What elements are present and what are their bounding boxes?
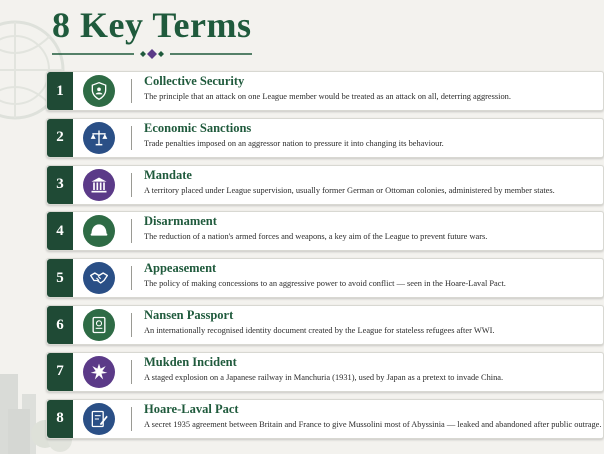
term-number: 1	[47, 72, 73, 110]
row-divider	[131, 266, 132, 290]
term-title: Collective Security	[144, 74, 245, 88]
term-number: 5	[47, 259, 73, 297]
term-row	[46, 165, 604, 205]
term-title: Appeasement	[144, 261, 217, 276]
row-divider	[131, 313, 132, 337]
term-row	[46, 305, 604, 345]
row-divider	[131, 173, 132, 197]
term-number: 4	[47, 212, 73, 250]
term-description: A secret 1935 agreement between Britain and France to give Mussolini most of Abyssinia — leaked and abandoned after public outrage.	[144, 419, 602, 429]
term-description: An internationally recognised identity document created by the League for stateless refugees after WWI.	[144, 326, 495, 335]
signed-document-icon	[83, 403, 115, 435]
term-number: 2	[47, 119, 73, 157]
term-description: The reduction of a nation's armed forces and weapons, a key aim of the League to prevent future wars.	[144, 232, 488, 242]
term-description: A staged explosion on a Japanese railway in Manchuria (1931), used by Japan as a pretext to invade China.	[144, 372, 504, 382]
handshake-icon	[83, 262, 115, 294]
row-divider	[131, 407, 132, 431]
term-number: 6	[47, 306, 73, 344]
term-description: The policy of making concessions to an aggressive power to avoid conflict — seen in the Hoare-Laval Pact.	[144, 279, 506, 289]
helmet-icon	[83, 215, 115, 247]
term-row	[46, 352, 604, 392]
people-shield-icon	[83, 75, 115, 107]
term-title: Mandate	[144, 167, 192, 182]
term-description: A territory placed under League supervision, usually former German or Ottoman colonies, administered by member states.	[144, 185, 555, 195]
term-title: Mukden Incident	[144, 354, 237, 369]
term-title: Nansen Passport	[144, 308, 234, 322]
term-number: 8	[47, 400, 73, 438]
scales-icon	[83, 122, 115, 154]
explosion-icon	[83, 356, 115, 388]
term-description: The principle that an attack on one League member would be treated as an attack on all, deterring aggression.	[144, 92, 511, 101]
term-title: Economic Sanctions	[144, 120, 252, 135]
term-number: 7	[47, 353, 73, 391]
term-row	[46, 258, 604, 298]
term-row	[46, 71, 604, 111]
term-title: Hoare-Laval Pact	[144, 401, 239, 416]
row-divider	[131, 79, 132, 103]
term-title: Disarmament	[144, 214, 217, 229]
passport-icon	[83, 309, 115, 341]
row-divider	[131, 360, 132, 384]
term-number: 3	[47, 166, 73, 204]
term-row	[46, 399, 604, 439]
row-divider	[131, 126, 132, 150]
term-description: Trade penalties imposed on an aggressor nation to pressure it into changing its behaviour.	[144, 138, 444, 148]
row-divider	[131, 219, 132, 243]
term-row	[46, 118, 604, 158]
page-title: 8 Key Terms	[52, 5, 252, 45]
classical-building-icon	[83, 169, 115, 201]
title-ornament-divider	[52, 48, 252, 60]
term-row	[46, 211, 604, 251]
